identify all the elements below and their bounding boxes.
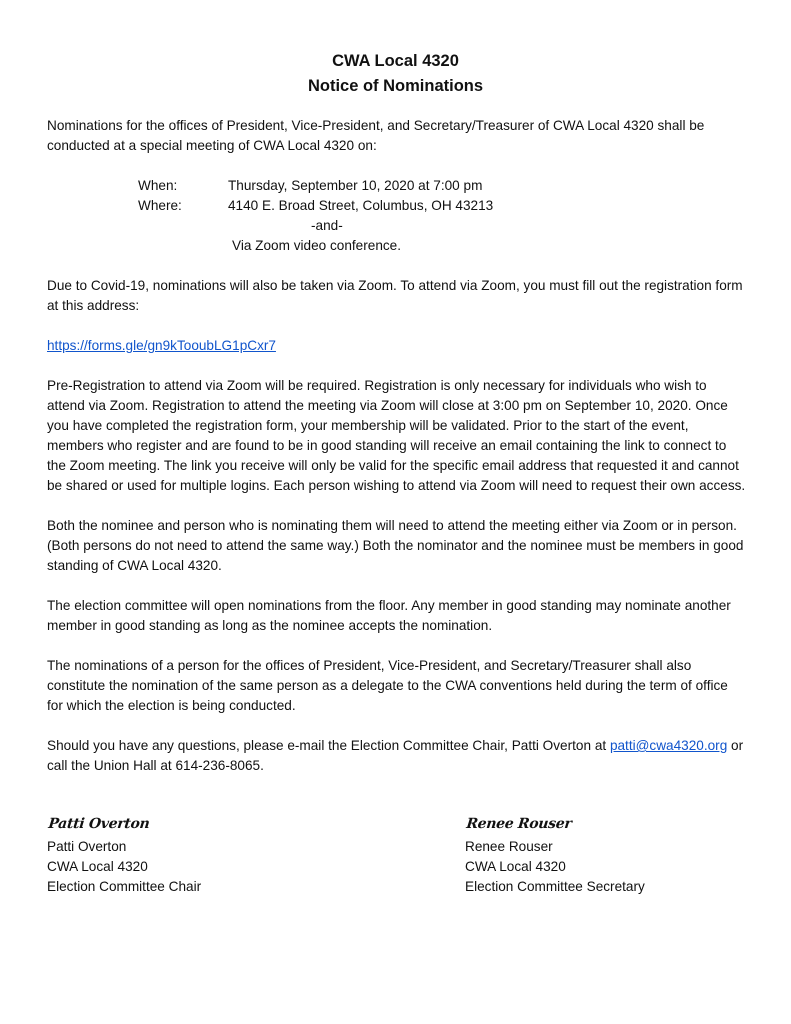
registration-link[interactable]: https://forms.gle/gn9kTooubLG1pCxr7	[47, 338, 276, 353]
signature-block-secretary	[465, 813, 645, 897]
signature-secretary: Renee Rouser	[465, 816, 573, 832]
title-block	[0, 49, 791, 99]
signature-chair: Patti Overton	[47, 816, 151, 832]
covid-paragraph: Due to Covid-19, nominations will also be taken via Zoom. To attend via Zoom, you must fill out the registration form at this address:	[47, 278, 743, 313]
registration-link-paragraph	[47, 336, 747, 356]
signer-name-chair: Patti Overton	[47, 839, 127, 854]
when-label: When:	[138, 178, 178, 193]
preregistration-paragraph: Pre-Registration to attend via Zoom will be required. Registration is only necessary for individuals who wish to attend via Zoom. Registration to attend the meeting via Zoom will close at 3:00 pm on September 10, 2020. Once you have completed the registration form, your membership will be validated. Prior to the start of the event, members who register and are found to be in good standing will receive an email containing the link to connect to the Zoom meeting. The link you receive will only be valid for the specific email address that requested it and cannot be shared or used for multiple logins. Each person wishing to attend via Zoom will need to request their own access.	[47, 378, 746, 493]
contact-email-link[interactable]: patti@cwa4320.org	[609, 738, 728, 753]
event-when-row	[47, 176, 747, 196]
contact-text-before: Should you have any questions, please e-mail the Election Committee Chair, Patti Overton at	[47, 738, 610, 753]
where-value: 4140 E. Broad Street, Columbus, OH 43213	[228, 198, 494, 213]
signer-org-secretary: CWA Local 4320	[465, 859, 566, 874]
event-and-row	[47, 216, 747, 236]
signer-role-secretary: Election Committee Secretary	[465, 879, 645, 894]
event-where-row	[47, 196, 747, 216]
intro-paragraph: Nominations for the offices of President, Vice-President, and Secretary/Treasurer of CWA Local 4320 shall be conducted at a special meeting of CWA Local 4320 on:	[47, 118, 705, 153]
zoom-location: Via Zoom video conference.	[232, 238, 402, 253]
nominee-paragraph: Both the nominee and person who is nominating them will need to attend the meeting either via Zoom or in person. (Both persons do not need to attend the same way.) Both the nominator and the nominee must be members in good standing of CWA Local 4320.	[47, 518, 744, 573]
and-separator: -and-	[311, 218, 343, 233]
when-value: Thursday, September 10, 2020 at 7:00 pm	[228, 178, 483, 193]
contact-paragraph	[47, 736, 747, 776]
delegate-paragraph: The nominations of a person for the offices of President, Vice-President, and Secretary/Treasurer shall also constitute the nomination of the same person as a delegate to the CWA conventions held during the term of office for which the election is being conducted.	[47, 658, 728, 713]
signer-name-secretary: Renee Rouser	[465, 839, 553, 854]
where-label: Where:	[138, 198, 182, 213]
contact-text-after: or call the Union Hall at 614-236-8065.	[47, 738, 744, 773]
event-zoom-row	[47, 236, 747, 256]
signer-org-chair: CWA Local 4320	[47, 859, 148, 874]
signature-block-chair	[47, 813, 201, 897]
floor-nominations-paragraph: The election committee will open nominations from the floor. Any member in good standing may nominate another member in good standing as long as the nominee accepts the nomination.	[47, 598, 731, 633]
signer-role-chair: Election Committee Chair	[47, 879, 202, 894]
document-body	[47, 116, 747, 776]
document-title: CWA Local 4320	[332, 52, 459, 70]
document-subtitle: Notice of Nominations	[307, 77, 484, 95]
